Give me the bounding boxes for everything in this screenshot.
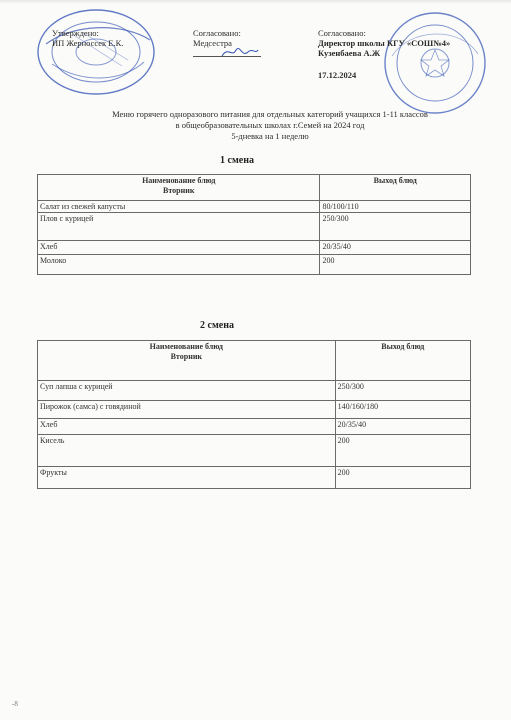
column-header-dish	[38, 175, 320, 201]
approval-middle-label: Согласовано:	[193, 28, 241, 38]
dish-name: Плов с курицей	[38, 213, 320, 241]
column-header-day: Вторник	[163, 186, 195, 195]
table-row	[38, 213, 471, 241]
dish-output: 80/100/110	[320, 201, 471, 213]
column-header-dish-label: Наименование блюд	[142, 176, 216, 185]
table-row	[38, 255, 471, 275]
handwritten-signature	[220, 44, 260, 60]
approval-right-position: Директор школы КГУ «СОШ№4»	[318, 38, 451, 48]
table-header-row	[38, 175, 471, 201]
dish-output: 250/300	[320, 213, 471, 241]
dish-name: Хлеб	[38, 419, 336, 435]
round-seal-right-stamp	[380, 8, 490, 118]
approval-date: 17.12.2024	[318, 70, 357, 80]
dish-name: Салат из свежей капусты	[38, 201, 320, 213]
column-header-output: Выход блюд	[320, 175, 471, 201]
page-corner-mark: -8	[12, 700, 18, 708]
table-row	[38, 201, 471, 213]
dish-output: 250/300	[335, 381, 470, 401]
dish-name: Суп лапша с курицей	[38, 381, 336, 401]
dish-output: 20/35/40	[335, 419, 470, 435]
dish-name: Фрукты	[38, 467, 336, 489]
shift-2-menu-table	[37, 340, 471, 489]
table-row	[38, 419, 471, 435]
dish-name: Пирожок (самса) с говядиной	[38, 401, 336, 419]
table-row	[38, 241, 471, 255]
menu-title-line-3: 5-дневка на 1 неделю	[231, 131, 309, 141]
dish-name: Хлеб	[38, 241, 320, 255]
approval-left-label: Утверждено:	[52, 28, 99, 38]
approval-right-label: Согласовано:	[318, 28, 366, 38]
approval-right-name: Кузенбаева А.Ж	[318, 48, 381, 58]
dish-output: 200	[335, 467, 470, 489]
table-row	[38, 381, 471, 401]
column-header-dish-label: Наименование блюд	[149, 342, 223, 351]
column-header-output: Выход блюд	[335, 341, 470, 381]
dish-output: 200	[320, 255, 471, 275]
dish-name: Кисель	[38, 435, 336, 467]
table-header-row	[38, 341, 471, 381]
dish-name: Молоко	[38, 255, 320, 275]
column-header-dish	[38, 341, 336, 381]
shift-2-heading: 2 смена	[200, 320, 234, 331]
table-row	[38, 401, 471, 419]
table-row	[38, 467, 471, 489]
shift-1-heading: 1 смена	[220, 155, 254, 166]
approval-middle-name: Медсестра	[193, 38, 232, 48]
dish-output: 200	[335, 435, 470, 467]
round-seal-left-stamp	[32, 4, 160, 100]
menu-title-line-1: Меню горячего одноразового питания для отдельных категорий учащихся 1-11 классов	[112, 109, 428, 119]
dish-output: 140/160/180	[335, 401, 470, 419]
column-header-day: Вторник	[170, 352, 203, 361]
menu-title-line-2: в общеобразовательных школах г.Семей на 2024 год	[175, 120, 365, 130]
approval-left-name: ИП Жерноссек Е.К.	[52, 38, 124, 48]
shift-1-menu-table	[37, 174, 471, 275]
table-row	[38, 435, 471, 467]
dish-output: 20/35/40	[320, 241, 471, 255]
